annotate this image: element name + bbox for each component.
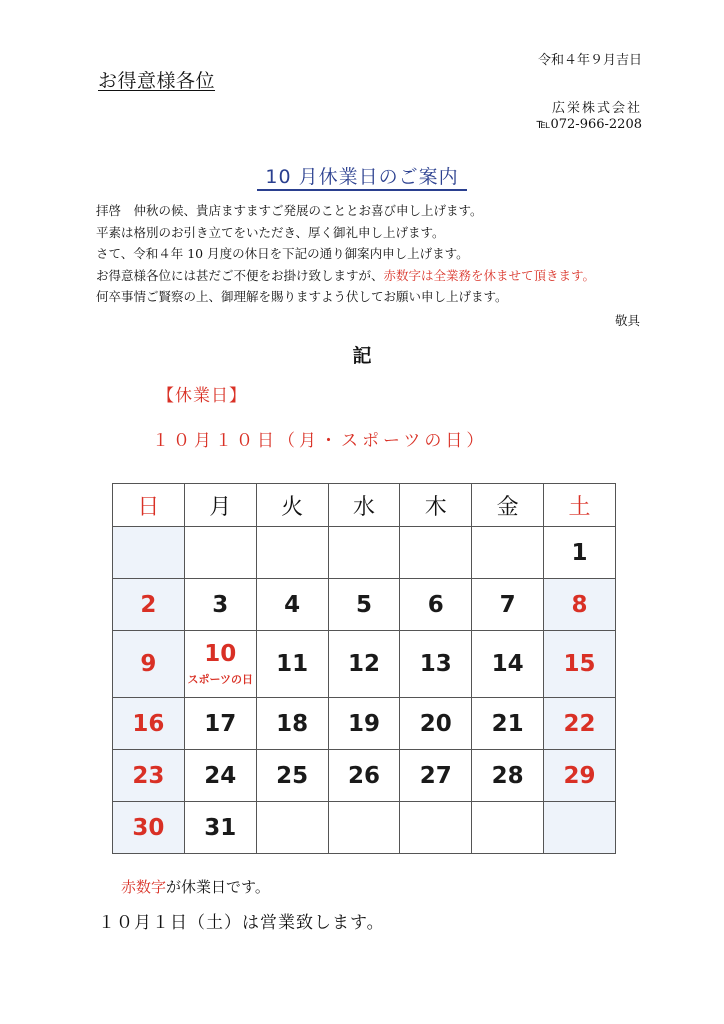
- calendar-day-cell: 24: [184, 750, 256, 802]
- calendar-week-row: [113, 698, 616, 750]
- calendar-day-cell: 2: [113, 579, 185, 631]
- calendar-day-cell: 31: [184, 802, 256, 854]
- calendar-day-cell: 13: [400, 631, 472, 698]
- calendar-day-cell: 14: [472, 631, 544, 698]
- calendar-day-cell: 4: [256, 579, 328, 631]
- calendar-day-cell: [328, 802, 400, 854]
- ki-heading: 記: [352, 345, 372, 367]
- holiday-note: スポーツの日: [187, 673, 254, 686]
- calendar-day-cell: 9: [113, 631, 185, 698]
- calendar-day-cell: [184, 527, 256, 579]
- calendar-holiday-cell: [184, 631, 256, 698]
- calendar-week-row: [113, 579, 616, 631]
- recipient-line: お得意様各位: [98, 70, 216, 92]
- calendar-day-cell: 19: [328, 698, 400, 750]
- body-line-5: 何卒事情ご賢察の上、御理解を賜りますよう伏してお願い申し上げます。: [96, 289, 508, 304]
- calendar-day-cell: [544, 802, 616, 854]
- calendar-day-cell: 22: [544, 698, 616, 750]
- holiday-label: 【休業日】: [157, 386, 247, 406]
- body-line-3: さて、令和４年 10 月度の休日を下記の通り御案内申し上げます。: [96, 246, 469, 261]
- body-line-4-red: 赤数字は全業務を休ませて頂きます。: [383, 267, 596, 283]
- holiday-date: １０月１０日（月・スポーツの日）: [152, 431, 488, 451]
- calendar-day-cell: 1: [544, 527, 616, 579]
- calendar-day-cell: 6: [400, 579, 472, 631]
- calendar-day-cell: 3: [184, 579, 256, 631]
- calendar-day-cell: [400, 527, 472, 579]
- calendar-day-cell: 27: [400, 750, 472, 802]
- calendar-day-cell: [256, 802, 328, 854]
- weekday-header-row: [113, 484, 616, 527]
- legend-line: [121, 876, 270, 897]
- holiday-cell-content: [185, 631, 256, 697]
- calendar-day-cell: [256, 527, 328, 579]
- calendar-day-cell: 15: [544, 631, 616, 698]
- calendar-day-cell: 17: [184, 698, 256, 750]
- calendar-day-cell: 11: [256, 631, 328, 698]
- calendar-week-row: [113, 631, 616, 698]
- document-date: 令和４年９月吉日: [537, 53, 642, 68]
- calendar-day-cell: [472, 802, 544, 854]
- calendar-day-cell: 30: [113, 802, 185, 854]
- legend-red-text: 赤数字: [121, 878, 167, 896]
- legend-rest-text: が休業日です。: [166, 878, 270, 896]
- holiday-day-number: 10: [204, 641, 237, 667]
- october-calendar: [112, 483, 616, 854]
- weekday-tue: 火: [256, 484, 328, 527]
- weekday-thu: 木: [400, 484, 472, 527]
- body-line-4-plain: お得意様各位には甚だご不便をお掛け致しますが、: [96, 267, 384, 283]
- calendar-day-cell: 8: [544, 579, 616, 631]
- company-name: 広栄株式会社: [551, 101, 642, 116]
- calendar-day-cell: 16: [113, 698, 185, 750]
- weekday-mon: 月: [184, 484, 256, 527]
- body-line-2: 平素は格別のお引き立てをいただき、厚く御礼申し上げます。: [96, 224, 445, 240]
- calendar-day-cell: [400, 802, 472, 854]
- document-title: 10 月休業日のご案内: [257, 166, 466, 191]
- letter-body: [96, 200, 656, 308]
- weekday-fri: 金: [472, 484, 544, 527]
- closing-keigu: 敬具: [614, 313, 640, 328]
- calendar-day-cell: 21: [472, 698, 544, 750]
- weekday-wed: 水: [328, 484, 400, 527]
- calendar-day-cell: 28: [472, 750, 544, 802]
- calendar-day-cell: 5: [328, 579, 400, 631]
- weekday-sat: 土: [544, 484, 616, 527]
- business-notice: １０月１日（土）は営業致します。: [98, 913, 385, 933]
- calendar-week-row: [113, 802, 616, 854]
- calendar-day-cell: 25: [256, 750, 328, 802]
- body-line-4: [96, 265, 656, 287]
- calendar-day-cell: 12: [328, 631, 400, 698]
- calendar-day-cell: [113, 527, 185, 579]
- calendar-day-cell: 23: [113, 750, 185, 802]
- calendar-day-cell: [472, 527, 544, 579]
- company-tel: ℡072-966-2208: [536, 117, 642, 132]
- calendar-day-cell: 20: [400, 698, 472, 750]
- calendar-day-cell: [328, 527, 400, 579]
- calendar-week-row: [113, 527, 616, 579]
- calendar-day-cell: 26: [328, 750, 400, 802]
- document-title-wrap: [0, 162, 724, 189]
- body-line-1: 拝啓 仲秋の候、貴店ますますご発展のこととお喜び申し上げます。: [96, 203, 483, 218]
- calendar-day-cell: 7: [472, 579, 544, 631]
- calendar-week-row: [113, 750, 616, 802]
- weekday-sun: 日: [113, 484, 185, 527]
- calendar-day-cell: 18: [256, 698, 328, 750]
- calendar-day-cell: 29: [544, 750, 616, 802]
